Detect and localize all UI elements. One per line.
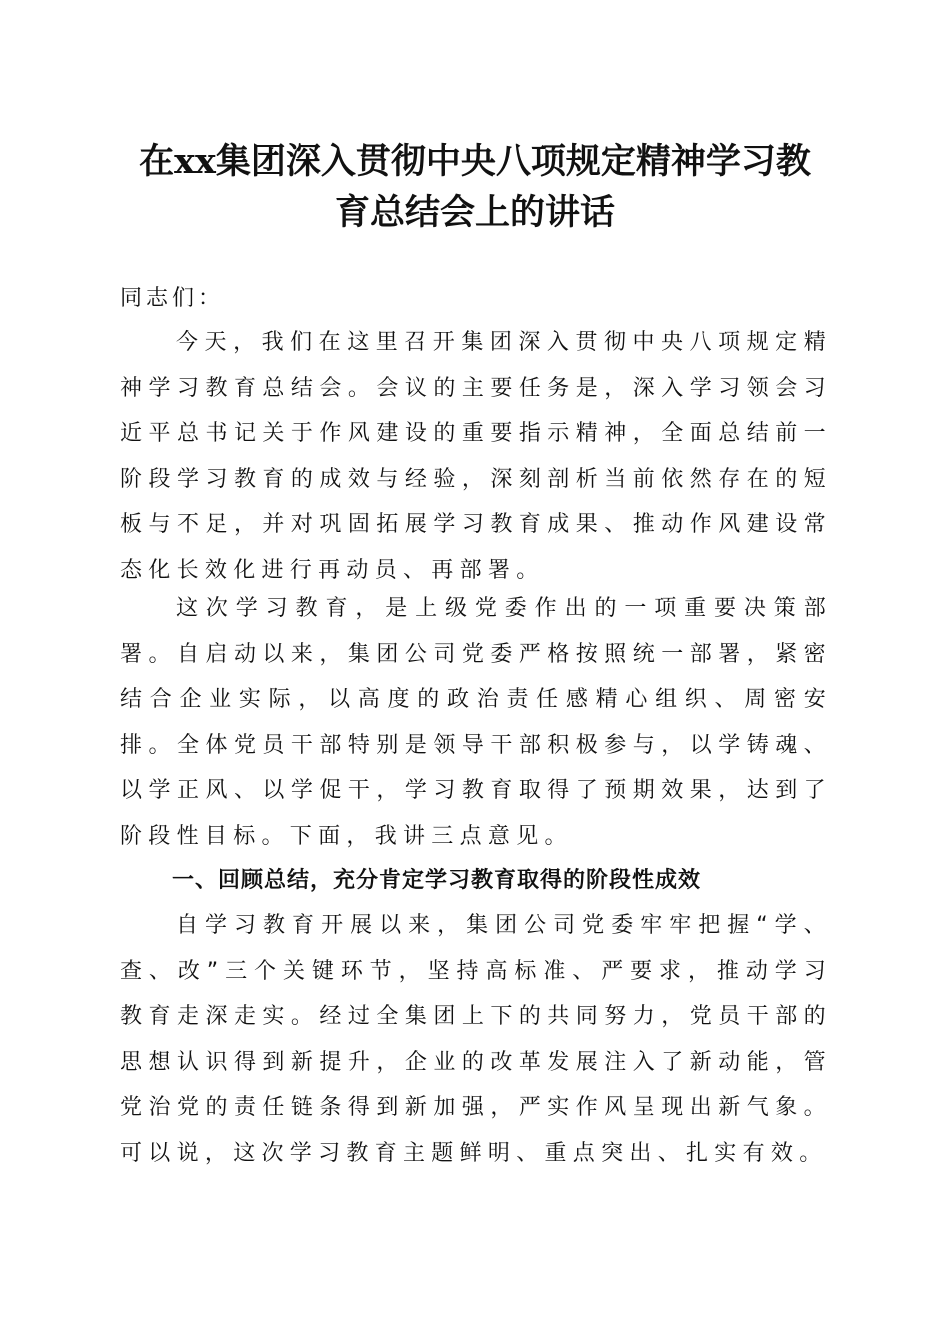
- title-line-2: 育总结会上的讲话: [334, 192, 615, 233]
- paragraph-2: 这次学习教育，是上级党委作出的一项重要决策部署。自启动以来，集团公司党委严格按照统一部署，紧密结合企业实际，以高度的政治责任感精心组织、周密安排。全体党员干部特别是领导干部积极参与，以学铸魂、以学正风、以学促干，学习教育取得了预期效果，达到了阶段性目标。下面，我讲三点意见。: [120, 596, 832, 849]
- paragraph-1: 今天，我们在这里召开集团深入贯彻中央八项规定精神学习教育总结会。会议的主要任务是，深入学习领会习近平总书记关于作风建设的重要指示精神，全面总结前一阶段学习教育的成效与经验，深刻剖析当前依然存在的短板与不足，并对巩固拓展学习教育成果、推动作风建设常态化长效化进行再动员、再部署。: [120, 330, 832, 583]
- paragraph-3: 自学习教育开展以来，集团公司党委牢牢把握“学、查、改”三个关键环节，坚持高标准、严要求，推动学习教育走深走实。经过全集团上下的共同努力，党员干部的思想认识得到新提升，企业的改革发展注入了新动能，管党治党的责任链条得到新加强，严实作风呈现出新气象。可以说，这次学习教育主题鲜明、重点突出、扎实有效。: [120, 913, 832, 1166]
- greeting: 同志们：: [120, 286, 225, 311]
- section-heading-1: 一、回顾总结，充分肯定学习教育取得的阶段性成效: [172, 868, 702, 893]
- document-title: [100, 136, 850, 238]
- title-line-1: 在xx集团深入贯彻中央八项规定精神学习教: [139, 141, 811, 182]
